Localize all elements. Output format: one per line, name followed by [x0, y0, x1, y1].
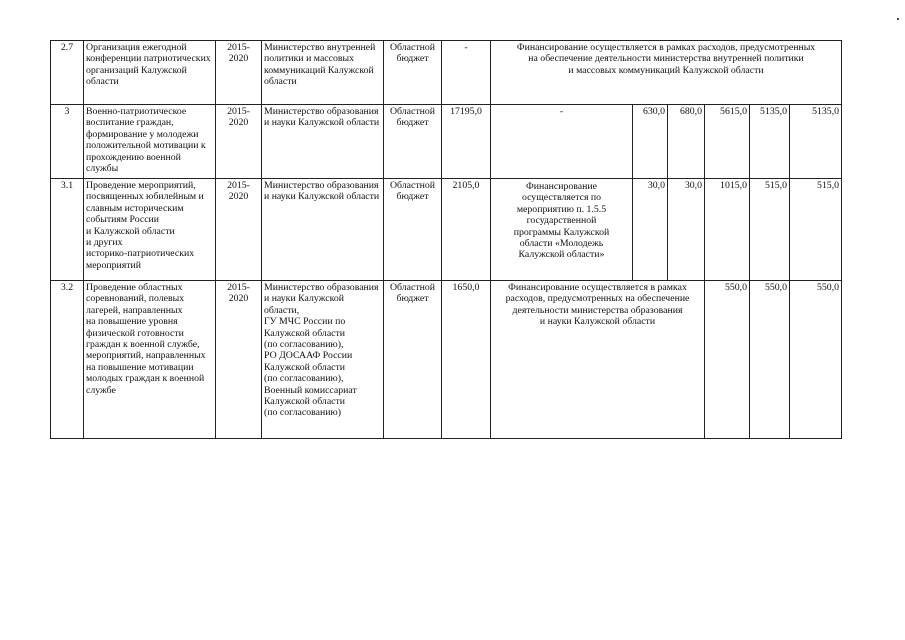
period: 2015- 2020	[216, 41, 262, 105]
total-amount: 2105,0	[442, 179, 491, 281]
row-number: 3.1	[51, 179, 84, 281]
executor: Министерство образования и науки Калужской области	[262, 105, 384, 179]
amount-2018: 5615,0	[705, 105, 750, 179]
amount-2016: 630,0	[633, 105, 668, 179]
amount-2018: 550,0	[705, 281, 750, 439]
financing-note: Финансирование осуществляется в рамках расходов, предусмотренных на обеспечение деятельности министерства образования и науки Калужской области	[491, 281, 705, 439]
amount-2017: 30,0	[668, 179, 705, 281]
activity-name: Проведение областных соревнований, полевых лагерей, направленных на повышение уровня физической готовности граждан к военной службе, мероприятий, направленных на повышение мотивации молодых граждан к военной службе	[84, 281, 216, 439]
period: 2015- 2020	[216, 105, 262, 179]
amount-2020: 5135,0	[790, 105, 842, 179]
total-amount: 1650,0	[442, 281, 491, 439]
funding-source: Областной бюджет	[384, 41, 442, 105]
table-row	[51, 41, 842, 105]
activity-name: Проведение мероприятий, посвященных юбилейным и славным историческим событиям России и Калужской области и других историко-патриотических мероприятий	[84, 179, 216, 281]
financing-note: Финансирование осуществляется по мероприятию п. 1.5.5 государственной программы Калужской области «Молодежь Калужской области»	[491, 179, 633, 281]
executor: Министерство образования и науки Калужской области, ГУ МЧС России по Калужской области (по согласованию), РО ДОСААФ России Калужской области (по согласованию), Военный комиссариат Калужской области (по согласованию)	[262, 281, 384, 439]
period: 2015- 2020	[216, 179, 262, 281]
period: 2015- 2020	[216, 281, 262, 439]
row-number: 3	[51, 105, 84, 179]
amount-2018: 1015,0	[705, 179, 750, 281]
amount-2019: 515,0	[750, 179, 790, 281]
row-number: 3.2	[51, 281, 84, 439]
scan-dot	[897, 18, 899, 20]
table-row	[51, 179, 842, 281]
funding-source: Областной бюджет	[384, 281, 442, 439]
activity-name: Военно-патриотическое воспитание граждан, формирование у молодежи положительной мотивации к прохождению военной службы	[84, 105, 216, 179]
executor: Министерство образования и науки Калужской области	[262, 179, 384, 281]
amount-2016: 30,0	[633, 179, 668, 281]
total-amount: 17195,0	[442, 105, 491, 179]
amount-2017: 680,0	[668, 105, 705, 179]
financing-note: -	[491, 105, 633, 179]
table-row	[51, 105, 842, 179]
total-amount: -	[442, 41, 491, 105]
funding-source: Областной бюджет	[384, 179, 442, 281]
funding-source: Областной бюджет	[384, 105, 442, 179]
budget-table	[50, 40, 842, 439]
executor: Министерство внутренней политики и массовых коммуникаций Калужской области	[262, 41, 384, 105]
amount-2020: 550,0	[790, 281, 842, 439]
amount-2019: 550,0	[750, 281, 790, 439]
financing-note: Финансирование осуществляется в рамках расходов, предусмотренных на обеспечение деятельности министерства внутренней политики и массовых коммуникаций Калужской области	[491, 41, 842, 105]
table-row	[51, 281, 842, 439]
activity-name: Организация ежегодной конференции патриотических организаций Калужской области	[84, 41, 216, 105]
row-number: 2.7	[51, 41, 84, 105]
amount-2019: 5135,0	[750, 105, 790, 179]
amount-2020: 515,0	[790, 179, 842, 281]
